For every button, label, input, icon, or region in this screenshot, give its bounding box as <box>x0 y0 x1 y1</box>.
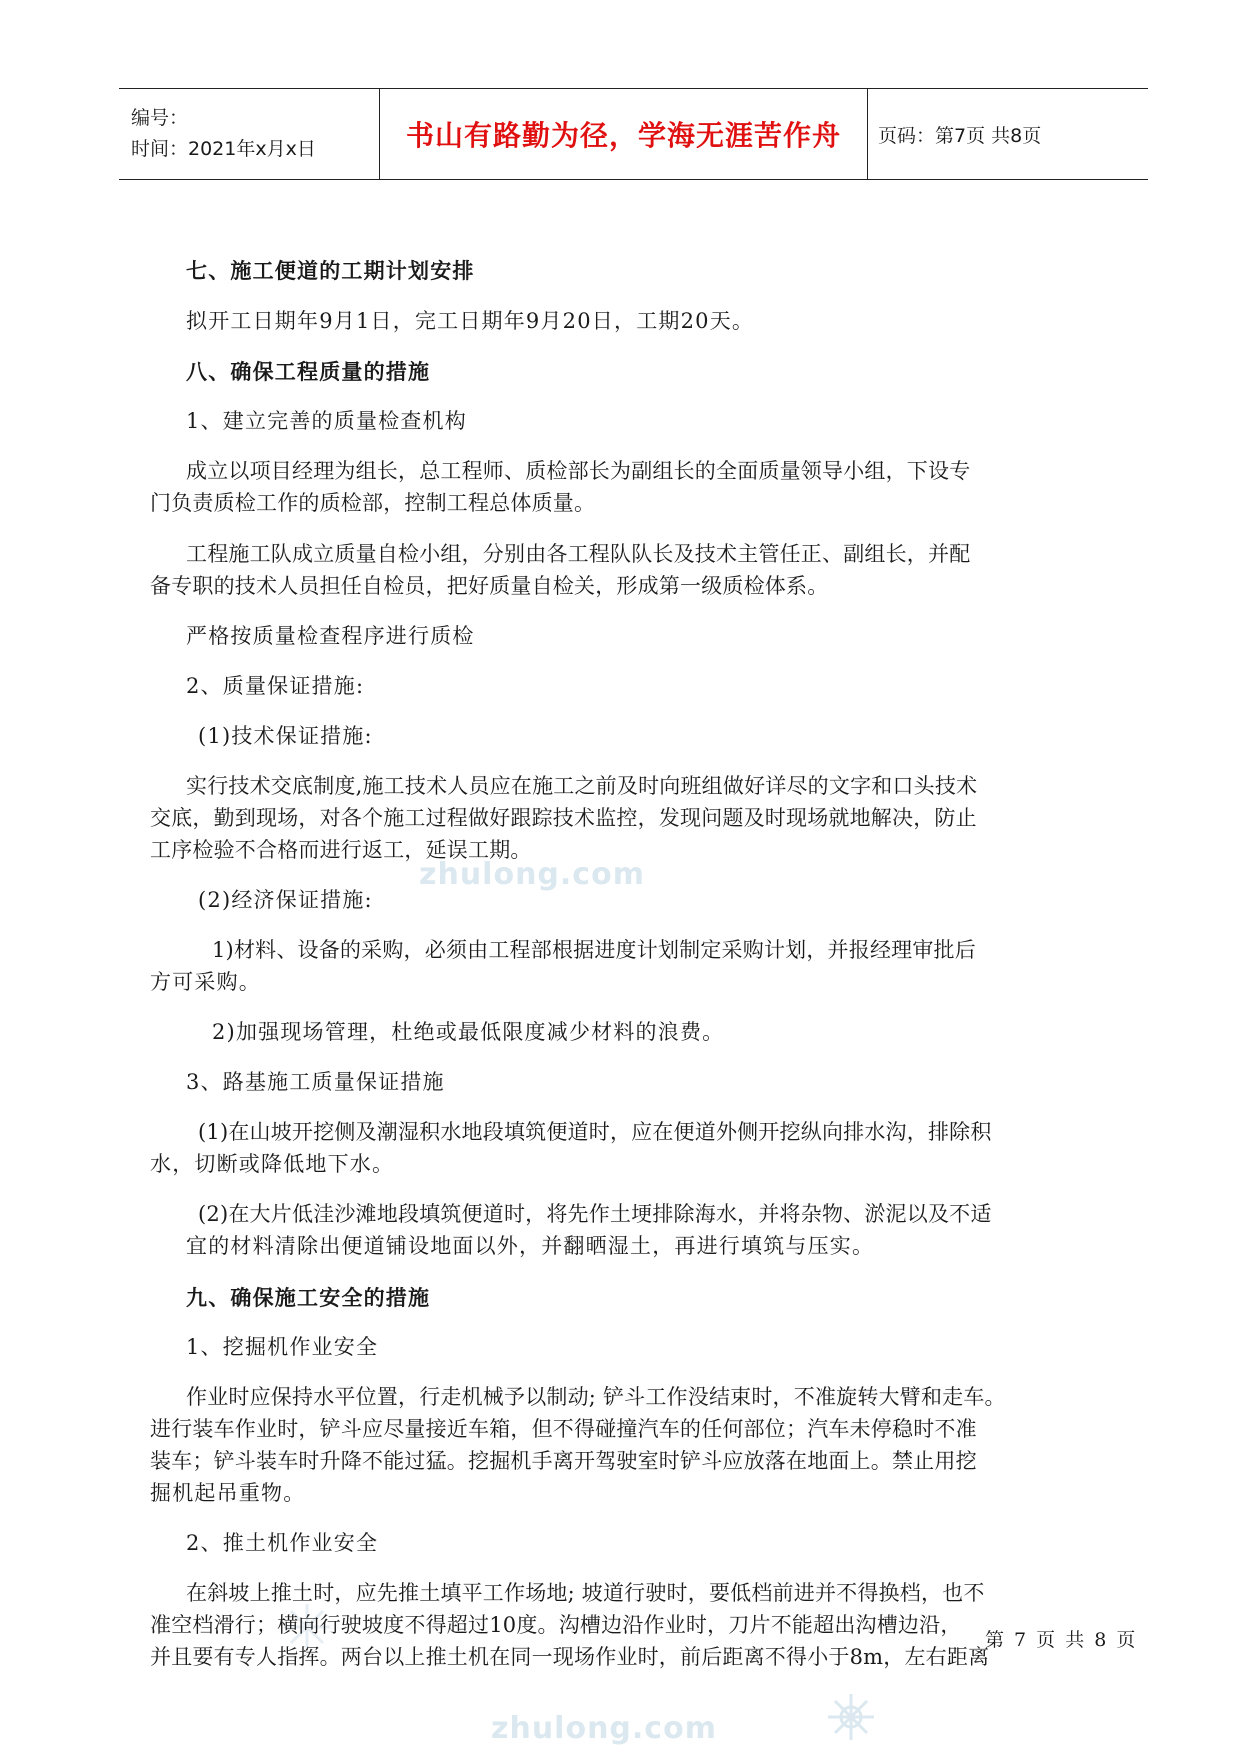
header-page-label: 页码：第7页 共8页 <box>878 124 1042 147</box>
page-footer: 第 7 页 共 8 页 <box>985 1629 1138 1651</box>
subsection-heading: 2、推土机作业安全 <box>186 1531 379 1555</box>
paragraph-line: 实行技术交底制度,施工技术人员应在施工之前及时向班组做好详尽的文字和口头技术 <box>186 774 978 798</box>
paragraph-line: 严格按质量检查程序进行质检 <box>186 624 475 648</box>
subsection-heading: 1、挖掘机作业安全 <box>186 1335 379 1359</box>
header-motto: 书山有路勤为径，学海无涯苦作舟 <box>405 119 841 152</box>
paragraph-line: 成立以项目经理为组长，总工程师、质检部长为副组长的全面质量领导小组，下设专 <box>186 459 971 483</box>
paragraph-line: 门负责质检工作的质检部，控制工程总体质量。 <box>150 491 596 515</box>
header-motto-cell <box>380 89 868 179</box>
paragraph-line: 进行装车作业时，铲斗应尽量接近车箱，但不得碰撞汽车的任何部位；汽车未停稳时不准 <box>150 1417 977 1441</box>
header-left-cell <box>119 89 380 179</box>
paragraph-line: 工程施工队成立质量自检小组，分别由各工程队队长及技术主管任正、副组长，并配 <box>186 542 971 566</box>
paragraph-line: 并且要有专人指挥。两台以上推土机在同一现场作业时，前后距离不得小于8m，左右距离 <box>150 1645 990 1669</box>
paragraph-line: 准空档滑行；横向行驶坡度不得超过10度。沟槽边沿作业时，刀片不能超出沟槽边沿， <box>150 1613 962 1637</box>
subsection-heading: (2)经济保证措施: <box>198 888 373 912</box>
section-heading: 九、确保施工安全的措施 <box>186 1285 431 1310</box>
paragraph-line: 装车；铲斗装车时升降不能过猛。挖掘机手离开驾驶室时铲斗应放落在地面上。禁止用挖 <box>150 1449 977 1473</box>
paragraph-line: 2)加强现场管理，杜绝或最低限度减少材料的浪费。 <box>212 1020 725 1044</box>
paragraph-line: 交底，勤到现场，对各个施工过程做好跟踪技术监控，发现问题及时现场就地解决，防止 <box>150 806 977 830</box>
paragraph-line: 作业时应保持水平位置，行走机械予以制动; 铲斗工作没结束时，不准旋转大臂和走车。 <box>186 1385 1006 1409</box>
section-heading: 八、确保工程质量的措施 <box>186 359 431 384</box>
section-heading: 七、施工便道的工期计划安排 <box>186 258 475 283</box>
subsection-heading: (1)技术保证措施: <box>198 724 373 748</box>
subsection-heading: 1、建立完善的质量检查机构 <box>186 409 467 433</box>
header-table <box>119 88 1148 180</box>
paragraph-line: 拟开工日期年9月1日，完工日期年9月20日，工期20天。 <box>186 309 755 333</box>
paragraph-line: 在斜坡上推土时，应先推土填平工作场地; 坡道行驶时，要低档前进并不得换档，也不 <box>186 1581 985 1605</box>
watermark-text: zhulong.com <box>491 1711 717 1746</box>
paragraph-line: 方可采购。 <box>150 970 261 994</box>
header-right-cell <box>868 89 1148 179</box>
paragraph-line: 水，切断或降低地下水。 <box>150 1152 395 1176</box>
watermark-text: zhulong.com <box>419 857 645 892</box>
paragraph-line: 工序检验不合格而进行返工，延误工期。 <box>150 838 532 862</box>
paragraph-line: 备专职的技术人员担任自检员，把好质量自检关，形成第一级质检体系。 <box>150 574 829 598</box>
paragraph-line: (1)在山坡开挖侧及潮湿积水地段填筑便道时，应在便道外侧开挖纵向排水沟，排除积 <box>198 1120 992 1144</box>
paragraph-line: (2)在大片低洼沙滩地段填筑便道时，将先作土埂排除海水，并将杂物、淤泥以及不适 <box>198 1202 992 1226</box>
paragraph-line: 宜的材料清除出便道铺设地面以外，并翻晒湿土，再进行填筑与压实。 <box>186 1234 875 1258</box>
document-time-label: 时间：2021年x月x日 <box>131 138 316 160</box>
subsection-heading: 3、路基施工质量保证措施 <box>186 1070 445 1094</box>
subsection-heading: 2、质量保证措施: <box>186 674 365 698</box>
paragraph-line: 掘机起吊重物。 <box>150 1481 306 1505</box>
watermark-logo-icon <box>824 1690 878 1744</box>
paragraph-line: 1)材料、设备的采购，必须由工程部根据进度计划制定采购计划，并报经理审批后 <box>212 938 976 962</box>
document-number-label: 编号： <box>131 107 189 129</box>
